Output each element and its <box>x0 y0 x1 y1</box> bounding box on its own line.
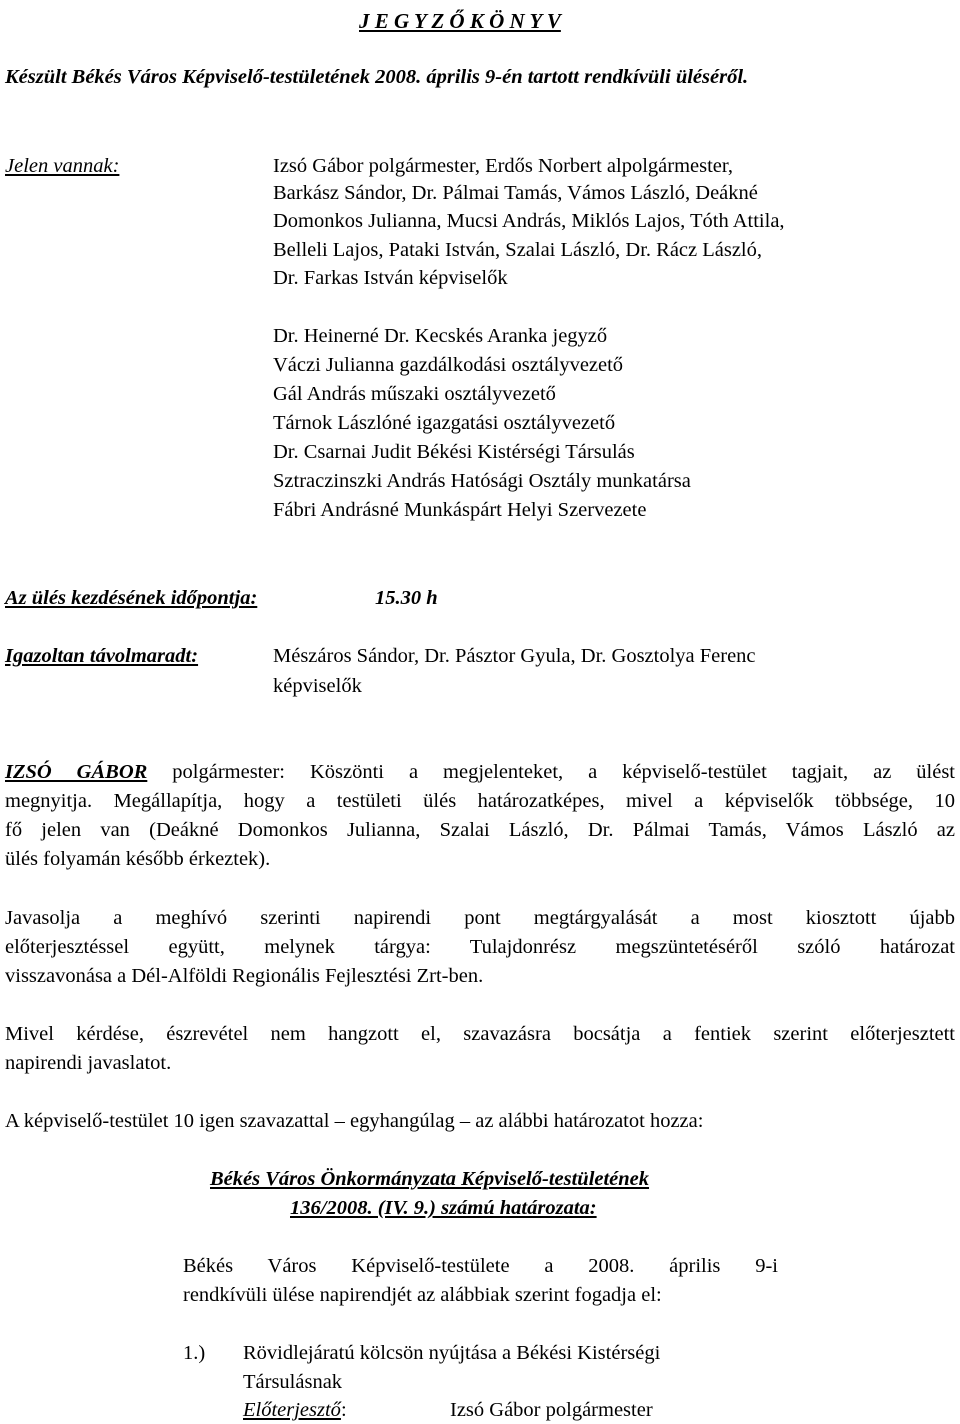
proposal-line: visszavonása a Dél-Alföldi Regionális Fejlesztési Zrt-ben. <box>5 965 484 987</box>
vote-call-line: Mivel kérdése, észrevétel nem hangzott el, szavazásra bocsátja a fentiek szerint előterjesztett <box>5 1023 955 1045</box>
absent-label: Igazoltan távolmaradt: <box>5 645 199 667</box>
staff-line: Gál András műszaki osztályvezető <box>273 383 556 405</box>
presenter-colon: : <box>340 1399 347 1421</box>
staff-line: Tárnok Lászlóné igazgatási osztályvezető <box>273 412 616 434</box>
present-label: Jelen vannak: <box>5 155 120 177</box>
present-line: Barkász Sándor, Dr. Pálmai Tamás, Vámos László, Deákné <box>273 182 758 204</box>
document-subtitle: Készült Békés Város Képviselő-testületének 2008. április 9-én tartott rendkívüli üléséről. <box>5 66 749 88</box>
opening-line-rest: polgármester: Köszönti a megjelenteket, a képviselő-testület tagjait, az ülést <box>147 761 955 783</box>
proposal-line: Javasolja a meghívó szerinti napirendi pont megtárgyalását a most kiosztott újabb <box>5 907 955 929</box>
opening-line <box>5 762 955 783</box>
present-line: Izsó Gábor polgármester, Erdős Norbert alpolgármester, <box>273 155 734 177</box>
vote-call-line: napirendi javaslatot. <box>5 1052 172 1074</box>
absent-line: Mészáros Sándor, Dr. Pásztor Gyula, Dr. Gosztolya Ferenc <box>273 645 756 667</box>
start-time-value: 15.30 h <box>375 587 438 609</box>
present-line: Belleli Lajos, Pataki István, Szalai László, Dr. Rácz László, <box>273 239 763 261</box>
presenter-row <box>243 1400 347 1421</box>
staff-line: Fábri Andrásné Munkáspárt Helyi Szervezete <box>273 499 647 521</box>
opening-line: fő jelen van (Deákné Domonkos Julianna, Szalai László, Dr. Pálmai Tamás, Vámos László az <box>5 819 955 841</box>
staff-line: Váczi Julianna gazdálkodási osztályvezető <box>273 354 624 376</box>
present-line: Domonkos Julianna, Mucsi András, Miklós Lajos, Tóth Attila, <box>273 210 785 232</box>
opening-line: ülés folyamán később érkeztek). <box>5 848 271 870</box>
staff-line: Dr. Heinerné Dr. Kecskés Aranka jegyző <box>273 325 608 347</box>
resolution-body-line: Békés Város Képviselő-testülete a 2008. április 9-i <box>183 1255 778 1277</box>
staff-line: Sztraczinszki András Hatósági Osztály munkatársa <box>273 470 691 492</box>
presenter-label: Előterjesztő <box>243 1399 341 1421</box>
presenter-name: Izsó Gábor polgármester <box>450 1399 653 1421</box>
vote-result: A képviselő-testület 10 igen szavazattal – egyhangúlag – az alábbi határozatot hozza: <box>5 1110 704 1132</box>
document-title: J E G Y Z Ő K Ö N Y V <box>359 9 561 33</box>
proposal-line: előterjesztéssel együtt, melynek tárgya: Tulajdonrész megszüntetéséről szóló határozat <box>5 936 955 958</box>
resolution-number: 136/2008. (IV. 9.) számú határozata: <box>290 1197 597 1219</box>
staff-line: Dr. Csarnai Judit Békési Kistérségi Társulás <box>273 441 635 463</box>
opening-line: megnyitja. Megállapítja, hogy a testületi ülés határozatképes, mivel a képviselők többsége, 10 <box>5 790 955 812</box>
speaker-name: IZSÓ GÁBOR <box>5 761 148 783</box>
resolution-title: Békés Város Önkormányzata Képviselő-testületének <box>210 1168 650 1190</box>
start-time-label: Az ülés kezdésének időpontja: <box>5 587 258 609</box>
present-line: Dr. Farkas István képviselők <box>273 267 508 289</box>
absent-line: képviselők <box>273 675 362 697</box>
agenda-item-number: 1.) <box>183 1342 206 1364</box>
agenda-item-line: Rövidlejáratú kölcsön nyújtása a Békési Kistérségi <box>243 1342 661 1364</box>
resolution-body-line: rendkívüli ülése napirendjét az alábbiak szerint fogadja el: <box>183 1284 662 1306</box>
agenda-item-line: Társulásnak <box>243 1371 343 1393</box>
